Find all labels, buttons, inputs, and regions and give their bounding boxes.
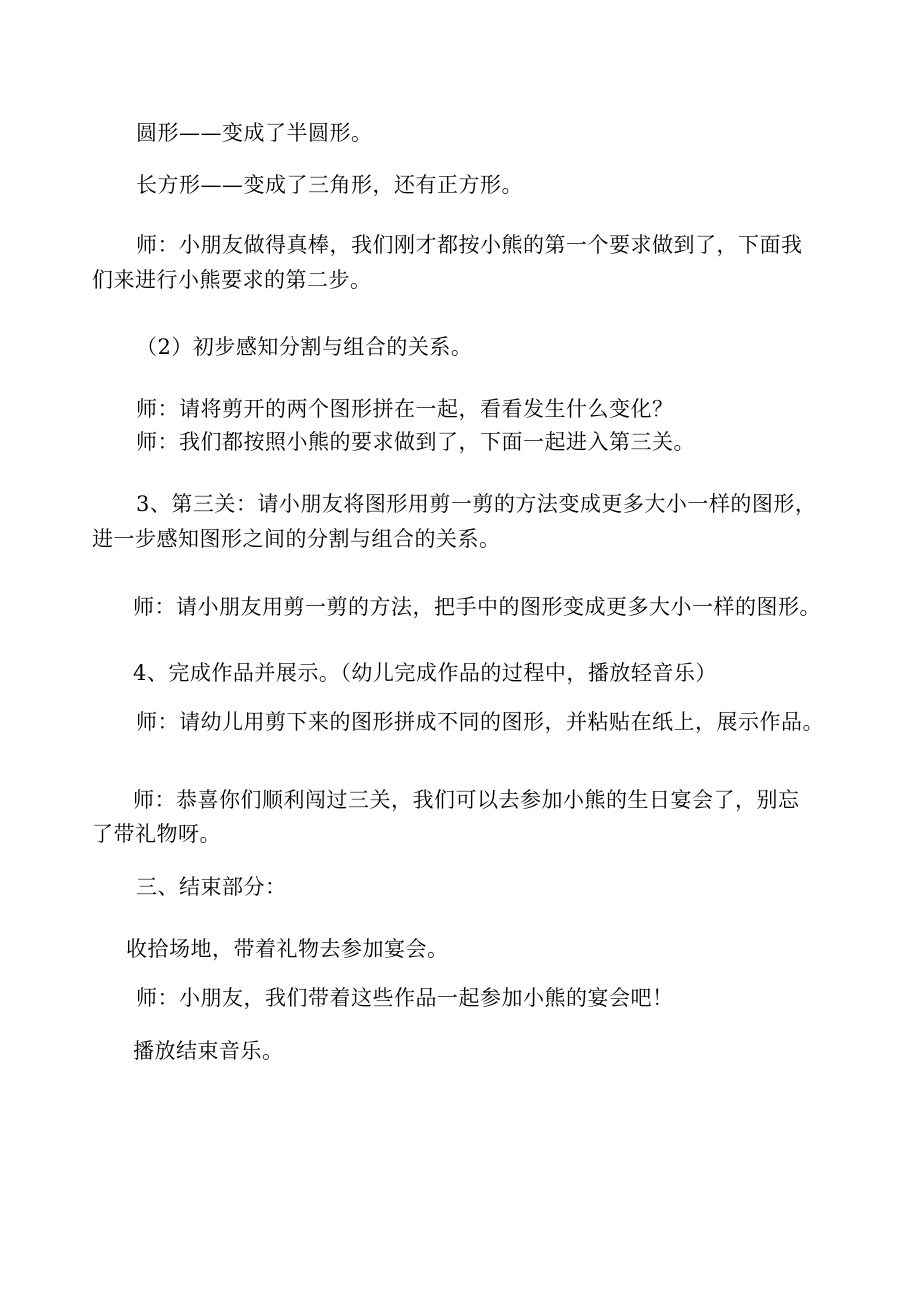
text-line: 师：小朋友做得真棒，我们刚才都按小熊的第一个要求做到了，下面我: [136, 233, 803, 257]
text-line: 师：我们都按照小熊的要求做到了，下面一起进入第三关。: [136, 430, 695, 454]
text-line: 师：请幼儿用剪下来的图形拼成不同的图形，并粘贴在纸上，展示作品。: [136, 710, 824, 734]
text-line: 们来进行小熊要求的第二步。: [92, 268, 372, 292]
text-line: 了带礼物呀。: [92, 822, 221, 846]
text-line: 师：小朋友，我们带着这些作品一起参加小熊的宴会吧！: [136, 986, 674, 1010]
section-heading: 4、完成作品并展示。（幼儿完成作品的过程中，播放轻音乐）: [133, 661, 717, 685]
text-line: 长方形——变成了三角形，还有正方形。: [136, 173, 523, 197]
text-line: 收拾场地，带着礼物去参加宴会。: [126, 937, 449, 961]
text-line: 师：请小朋友用剪一剪的方法，把手中的图形变成更多大小一样的图形。: [133, 595, 821, 619]
text-line: 3、第三关：请小朋友将图形用剪一剪的方法变成更多大小一样的图形，: [136, 492, 817, 516]
text-line: 师：请将剪开的两个图形拼在一起，看看发生什么变化？: [136, 397, 674, 421]
section-heading: （2）初步感知分割与组合的关系。: [136, 335, 473, 359]
text-line: 进一步感知图形之间的分割与组合的关系。: [92, 527, 501, 551]
section-heading: 三、结束部分：: [136, 875, 287, 899]
text-line: 圆形——变成了半圆形。: [136, 121, 373, 145]
text-line: 师：恭喜你们顺利闯过三关，我们可以去参加小熊的生日宴会了，别忘: [133, 788, 800, 812]
text-line: 播放结束音乐。: [133, 1039, 284, 1063]
